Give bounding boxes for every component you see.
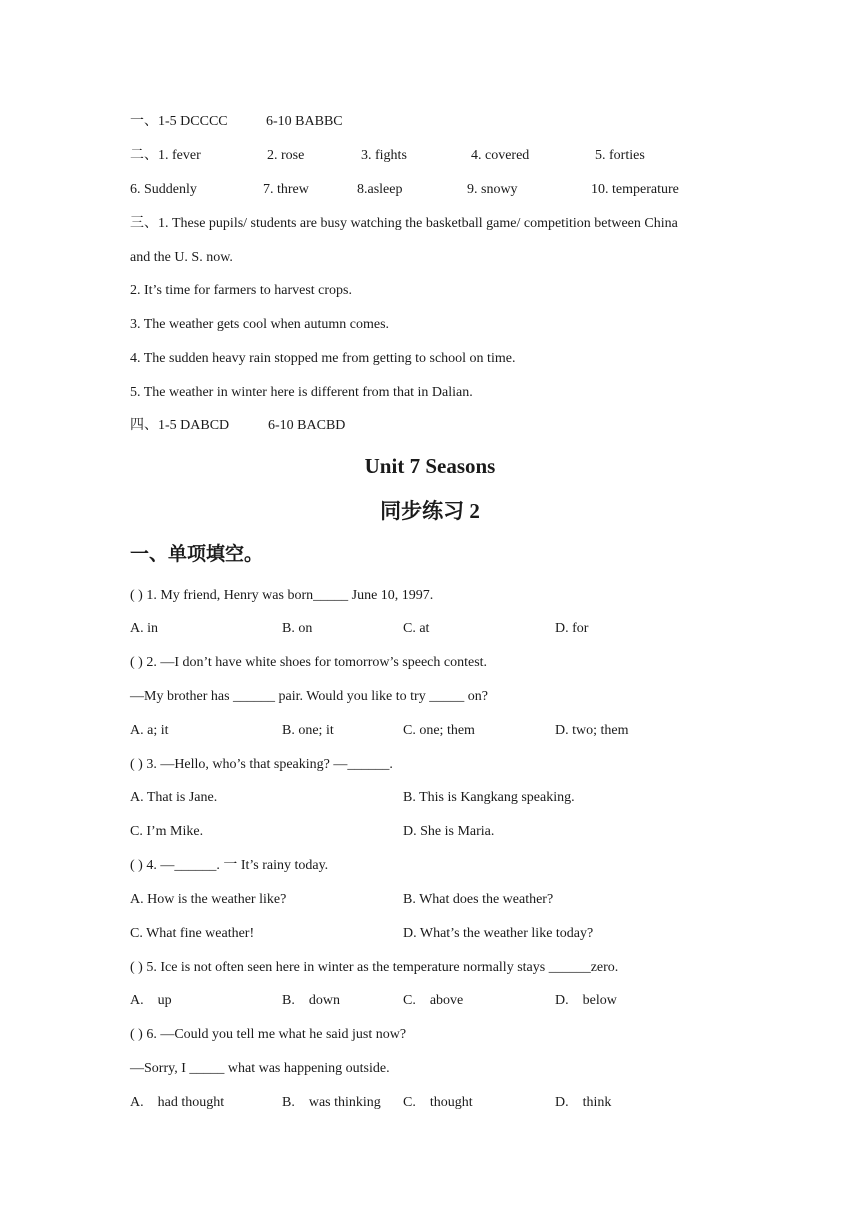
question-stem: ( ) 2. —I don’t have white shoes for tomorrow’s speech contest. [130,655,488,670]
answer-group: 6-10 BACBD [268,418,346,433]
section-label: 一、 [130,114,158,129]
answer-item: 8.asleep [357,182,403,197]
option-b: B. on [282,621,313,636]
question-stem-continued: —My brother has ______ pair. Would you like to try _____ on? [130,689,488,704]
answer-item: 2. rose [267,148,305,163]
section-heading: 一、单项填空。 [130,543,264,565]
option-b: B. down [282,993,340,1008]
answer-group: 6-10 BABBC [266,114,343,129]
option-d: D. below [555,993,617,1008]
question-stem: ( ) 1. My friend, Henry was born_____ June 10, 1997. [130,588,434,603]
answer-item: 1. fever [158,148,201,163]
option-d: D. She is Maria. [403,824,495,839]
unit-title: Unit 7 Seasons [364,454,496,478]
option-b: B. This is Kangkang speaking. [403,790,575,805]
answer-item: 7. threw [263,182,309,197]
exercise-subtitle: 同步练习 2 [380,499,480,523]
question-stem: ( ) 6. —Could you tell me what he said just now? [130,1027,407,1042]
section-label: 四、 [130,418,158,433]
option-b: B. What does the weather? [403,892,554,907]
question-stem: ( ) 5. Ice is not often seen here in winter as the temperature normally stays ______zero. [130,960,619,975]
answer-item: 9. snowy [467,182,518,197]
answer-section-3 [130,215,678,233]
answer-sentence: 2. It’s time for farmers to harvest crops. [130,283,352,298]
answer-sentence: 5. The weather in winter here is different from that in Dalian. [130,385,473,400]
option-a: A. How is the weather like? [130,892,287,907]
option-d: D. What’s the weather like today? [403,926,594,941]
option-c: C. above [403,993,464,1008]
answer-sentence: 1. These pupils/ students are busy watching the basketball game/ competition between China [158,216,678,231]
answer-section-1 [130,113,228,131]
section-label: 二、 [130,148,158,163]
option-d: D. for [555,621,589,636]
question-stem-continued: —Sorry, I _____ what was happening outside. [130,1061,390,1076]
answer-section-4 [130,417,229,435]
option-b: B. was thinking [282,1095,381,1110]
answer-sentence: 4. The sudden heavy rain stopped me from getting to school on time. [130,351,516,366]
option-a: A. That is Jane. [130,790,218,805]
answer-group: 1-5 DCCCC [158,114,228,129]
section-label: 三、 [130,216,158,231]
option-c: C. What fine weather! [130,926,255,941]
option-c: C. I’m Mike. [130,824,204,839]
answer-item: 6. Suddenly [130,182,197,197]
option-a: A. up [130,993,172,1008]
answer-item: 3. fights [361,148,407,163]
answer-group: 1-5 DABCD [158,418,230,433]
option-a: A. a; it [130,723,169,738]
answer-sentence: and the U. S. now. [130,250,233,265]
answer-sentence: 3. The weather gets cool when autumn comes. [130,317,390,332]
answer-item: 10. temperature [591,182,679,197]
option-c: C. one; them [403,723,475,738]
question-stem: ( ) 3. —Hello, who’s that speaking? —______. [130,757,393,772]
option-d: D. think [555,1095,612,1110]
answer-item: 5. forties [595,148,645,163]
answer-item: 4. covered [471,148,530,163]
option-c: C. at [403,621,430,636]
option-a: A. in [130,621,158,636]
option-a: A. had thought [130,1095,225,1110]
question-stem: ( ) 4. —______. 一 It’s rainy today. [130,858,329,873]
option-b: B. one; it [282,723,334,738]
answer-section-2 [130,147,201,165]
option-c: C. thought [403,1095,473,1110]
option-d: D. two; them [555,723,629,738]
